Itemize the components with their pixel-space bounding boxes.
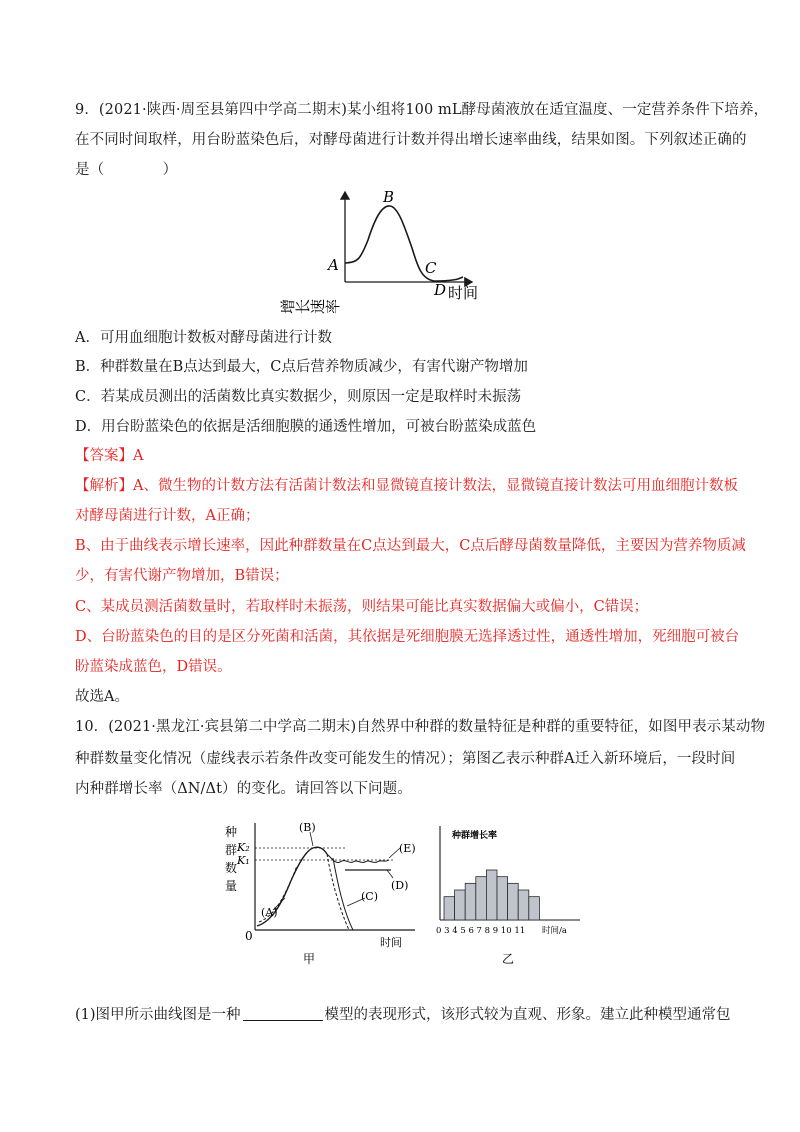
q10-sub1-pre: (1)图甲所示曲线图是一种 bbox=[75, 1007, 241, 1023]
jia-y-label-char-1: 种 bbox=[225, 825, 238, 839]
yi-bar-3 bbox=[444, 897, 455, 920]
yi-bar-5 bbox=[465, 883, 476, 920]
q10-figure-jia bbox=[215, 818, 430, 968]
q9-label-b: B bbox=[383, 188, 395, 206]
q9-label-c: C bbox=[425, 259, 437, 277]
jia-label-c: (C) bbox=[361, 890, 378, 903]
jia-label-a: (A) bbox=[261, 906, 278, 919]
yi-x-label: 时间/a bbox=[542, 926, 567, 936]
q9-stem-line-1: 9．(2021·陕西·周至县第四中学高二期末)某小组将100 mL酵母菌液放在适宜温度、一定营养条件下培养， bbox=[75, 102, 769, 118]
q10-sub1-post: 模型的表现形式，该形式较为直观、形象。建立此种模型通常包 bbox=[324, 1007, 731, 1023]
q10-figure-yi bbox=[430, 818, 595, 968]
q10-sub1-line bbox=[75, 1005, 735, 1025]
yi-title: 种群增长率 bbox=[452, 831, 498, 841]
yi-bar-6 bbox=[476, 877, 487, 920]
jia-label-d: (D) bbox=[391, 879, 409, 892]
jia-k2-label: K₂ bbox=[237, 841, 250, 854]
yi-caption: 乙 bbox=[502, 952, 515, 966]
q9-option-c: C．若某成员测出的活菌数比真实数据少，则原因一定是取样时未振荡 bbox=[75, 389, 522, 405]
q9-analysis-line-6: D、台盼蓝染色的目的是区分死菌和活菌，其依据是死细胞膜无选择透过性，通透性增加，死细胞可被台 bbox=[75, 629, 740, 645]
jia-curve-c bbox=[327, 854, 349, 930]
q9-analysis-line-1: 【解析】A、微生物的计数方法有活菌计数法和显微镜直接计数法，显微镜直接计数法可用血细胞计数板 bbox=[75, 478, 738, 494]
yi-ticks: 0 3 4 5 6 7 8 9 10 11 bbox=[436, 926, 526, 936]
yi-bar-8 bbox=[497, 877, 508, 920]
q9-analysis-line-7: 盼蓝染成蓝色，D错误。 bbox=[75, 659, 232, 675]
jia-x-label: 时间 bbox=[380, 936, 402, 949]
q9-analysis-line-4: 少，有害代谢产物增加，B错误； bbox=[75, 568, 289, 584]
q9-analysis-line-5: C、某成员测活菌数量时，若取样时未振荡，则结果可能比真实数据偏大或偏小，C错误； bbox=[75, 599, 649, 615]
jia-y-label-char-4: 量 bbox=[225, 879, 238, 893]
q10-stem-line-2: 种群数量变化情况（虚线表示若条件改变可能发生的情况）；第图乙表示种群A迁入新环境后，一段时间 bbox=[75, 751, 736, 767]
q9-choice: 故选A。 bbox=[75, 689, 129, 705]
q9-stem-line-2: 在不同时间取样，用台盼蓝染色后，对酵母菌进行计数并得出增长速率曲线，结果如图。下列叙述正确的 bbox=[75, 132, 747, 148]
jia-origin: 0 bbox=[245, 929, 253, 943]
yi-bar-7 bbox=[486, 870, 497, 920]
q9-answer: 【答案】A bbox=[75, 448, 144, 464]
jia-label-b: (B) bbox=[299, 821, 316, 834]
q9-analysis-line-3: B、由于曲线表示增长速率，因此种群数量在C点达到最大，C点后酵母菌数量降低，主要因为营养物质减 bbox=[75, 538, 746, 554]
q9-option-d: D．用台盼蓝染色的依据是活细胞膜的通透性增加，可被台盼蓝染成蓝色 bbox=[75, 419, 537, 435]
jia-k1-label: K₁ bbox=[237, 854, 250, 867]
q9-option-a: A．可用血细胞计数板对酵母菌进行计数 bbox=[75, 330, 332, 346]
q10-stem-line-1: 10．(2021·黑龙江·宾县第二中学高二期末)自然界中种群的数量特征是种群的重要特征，如图甲表示某动物 bbox=[75, 719, 766, 735]
q10-sub1-blank[interactable] bbox=[243, 1006, 323, 1021]
q9-analysis-line-2: 对酵母菌进行计数，A正确； bbox=[75, 508, 260, 524]
jia-caption: 甲 bbox=[303, 952, 316, 966]
q9-x-label: 时间 bbox=[448, 284, 479, 302]
jia-label-e: (E) bbox=[399, 842, 416, 855]
q9-option-b: B．种群数量在B点达到最大，C点后营养物质减少，有害代谢产物增加 bbox=[75, 359, 528, 375]
yi-bar-10 bbox=[518, 890, 529, 920]
jia-y-label-char-2: 群 bbox=[225, 843, 238, 857]
jia-curve-e bbox=[327, 854, 389, 863]
q9-label-a: A bbox=[328, 256, 339, 274]
yi-bar-9 bbox=[508, 883, 519, 920]
jia-y-label-char-3: 数 bbox=[225, 861, 238, 875]
q9-growth-curve bbox=[345, 206, 463, 281]
q9-label-d: D bbox=[434, 281, 447, 299]
yi-bar-4 bbox=[455, 890, 466, 920]
yi-bar-11 bbox=[529, 897, 540, 920]
q10-stem-line-3: 内种群增长率（ΔN/Δt）的变化。请回答以下问题。 bbox=[75, 781, 412, 797]
q9-stem-line-3: 是（ ） bbox=[75, 162, 178, 178]
q9-y-label: 增长速率 bbox=[280, 298, 340, 316]
q9-growth-rate-figure bbox=[280, 180, 500, 316]
